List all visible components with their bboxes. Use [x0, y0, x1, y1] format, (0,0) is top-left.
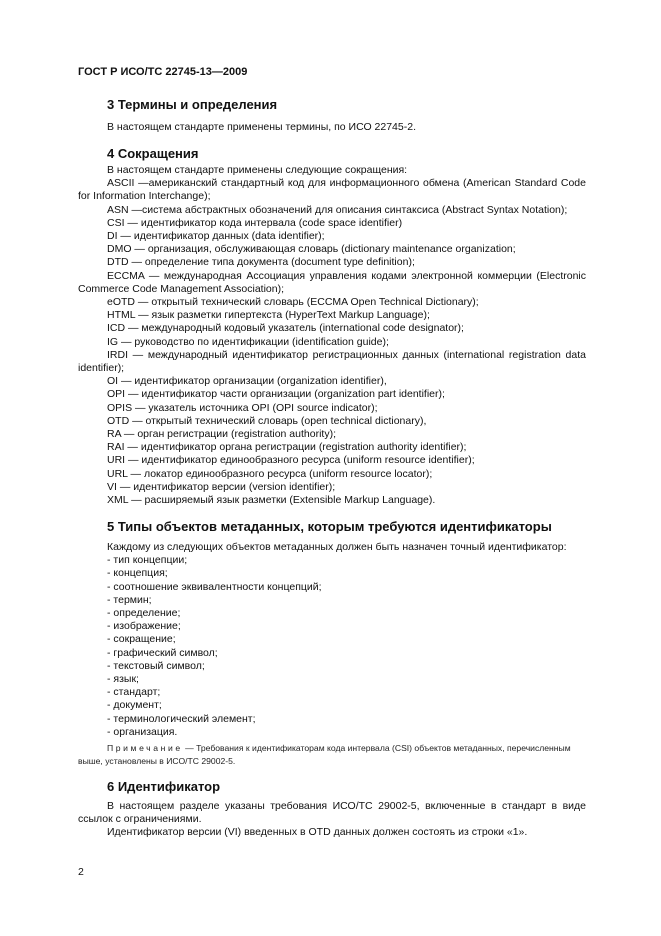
list-item: - язык; — [107, 673, 139, 686]
section-6-para: Идентификатор версии (VI) введенных в OTD данных должен состоять из строки «1». — [107, 826, 528, 839]
list-item: - тип концепции; — [107, 554, 188, 567]
abbreviations-list — [78, 164, 586, 507]
section-5-title: 5 Типы объектов метаданных, которым требуются идентификаторы — [107, 519, 552, 534]
note-text: — Требования к идентификаторам кода интервала (CSI) объектов метаданных, перечисленным выше, установлены в ИСО/ТС 29002-5. — [78, 743, 571, 766]
section-5-intro: Каждому из следующих объектов метаданных должен быть назначен точный идентификатор: — [107, 541, 567, 553]
abbreviation-item: OPI — идентификатор части организации (organization part identifier); — [107, 388, 445, 401]
section-4-intro: В настоящем стандарте применены следующие сокращения: — [107, 164, 408, 176]
list-item: - определение; — [107, 607, 181, 620]
abbreviation-item: HTML — язык разметки гипертекста (HyperText Markup Language); — [107, 309, 430, 322]
abbreviation-item: URI — идентификатор единообразного ресурса (uniform resource identifier); — [107, 454, 475, 467]
metadata-objects-list — [78, 541, 586, 739]
abbreviation-item: CSI — идентификатор кода интервала (code space identifier) — [107, 216, 403, 229]
section-3-text: В настоящем стандарте применены термины, по ИСО 22745-2. — [107, 121, 416, 133]
list-item: - текстовый символ; — [107, 659, 205, 672]
abbreviation-item: DTD — определение типа документа (document type definition); — [107, 256, 415, 269]
abbreviation-item: ASN —система абстрактных обозначений для описания синтаксиса (Abstract Syntax Notation); — [107, 203, 568, 216]
list-item: - терминологический элемент; — [107, 712, 256, 725]
list-item: - организация. — [107, 725, 178, 738]
abbreviation-item: OTD — открытый технический словарь (open technical dictionary), — [107, 414, 427, 427]
abbreviation-item: ASCII —американский стандартный код для информационного обмена (American Standard Code for Information Interchange); — [78, 177, 586, 203]
section-6-title: 6 Идентификатор — [107, 779, 221, 794]
list-item: - концепция; — [107, 567, 168, 580]
list-item: - соотношение эквивалентности концепций; — [107, 580, 322, 593]
page-number: 2 — [78, 866, 84, 878]
abbreviation-item: DMO — организация, обслуживающая словарь (dictionary maintenance organization; — [107, 243, 516, 256]
section-3-title: 3 Термины и определения — [107, 97, 278, 112]
list-item: - термин; — [107, 593, 152, 606]
document-header: ГОСТ Р ИСО/ТС 22745-13—2009 — [78, 66, 248, 78]
list-item: - сокращение; — [107, 633, 176, 646]
abbreviation-item: VI — идентификатор версии (version identifier); — [107, 480, 336, 493]
abbreviation-item: RAI — идентификатор органа регистрации (registration authority identifier); — [107, 441, 467, 454]
section-6-para: В настоящем разделе указаны требования ИСО/ТС 29002-5, включенные в стандарт в виде ссылок с ограничениями. — [78, 800, 586, 826]
abbreviation-item: URL — локатор единообразного ресурса (uniform resource locator); — [107, 467, 433, 480]
section-4-title: 4 Сокращения — [107, 146, 199, 161]
abbreviation-item: eOTD — открытый технический словарь (ECCMA Open Technical Dictionary); — [107, 296, 479, 309]
abbreviation-item: DI — идентификатор данных (data identifier); — [107, 230, 325, 243]
abbreviation-item: IRDI — международный идентификатор регистрационных данных (international registration data identifier); — [78, 348, 586, 375]
note — [78, 742, 586, 768]
abbreviation-item: ECCMA — международная Ассоциация управления кодами электронной коммерции (Electronic Commerce Code Management Association); — [78, 269, 586, 295]
abbreviation-item: OPIS — указатель источника OPI (OPI source indicator); — [107, 401, 378, 414]
list-item: - графический символ; — [107, 646, 218, 659]
abbreviation-item: OI — идентификатор организации (organization identifier), — [107, 375, 387, 388]
abbreviation-item: ICD — международный кодовый указатель (international code designator); — [107, 322, 464, 335]
abbreviation-item: XML — расширяемый язык разметки (Extensible Markup Language). — [107, 494, 436, 507]
abbreviation-item: RA — орган регистрации (registration authority); — [107, 428, 336, 441]
note-label: Примечание — [107, 743, 183, 753]
list-item: - изображение; — [107, 620, 181, 633]
list-item: - документ; — [107, 699, 162, 712]
list-item: - стандарт; — [107, 686, 161, 699]
abbreviation-item: IG — руководство по идентификации (identification guide); — [107, 335, 389, 348]
